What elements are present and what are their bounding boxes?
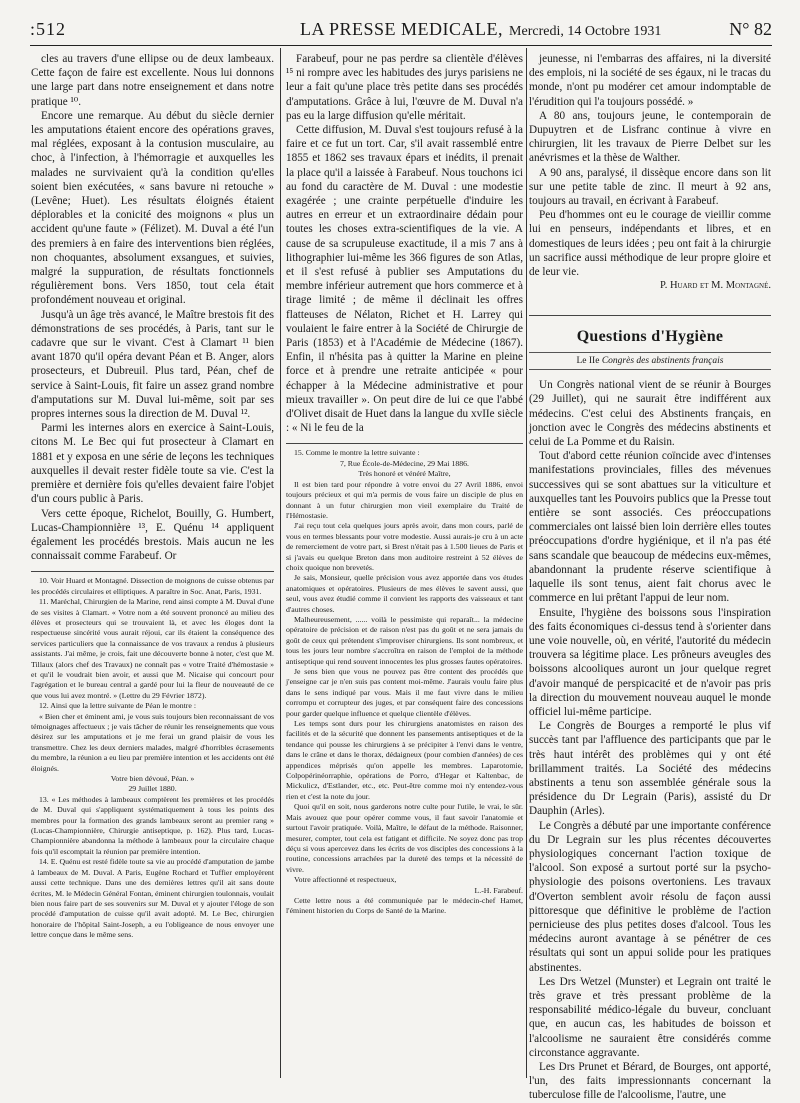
column-3 [529,52,771,1103]
issue-date: Mercredi, 14 Octobre 1931 [509,24,662,39]
column-1-body [31,52,274,563]
paragraph: Cette diffusion, M. Duval s'est toujours refusé à la faire et ce fut un tort. Car, s'il avait rassemblé entre 1855 et 1862 ses travaux épars et inédits, il prenait la place qu'il a laissée à Farabeuf. Nous touchons ici au fond du caractère de M. Duval : une modestie exagérée ; une crainte perpétuelle d'induire les autres en erreur et un extraordinaire dédain pour toutes les choses extra-scientifiques de la vie. A cause de sa scrupuleuse exactitude, il a mis 7 ans à lithographier lui-même les 366 figures de son Atlas, et il s'est refusé à publier ses Amputations du membre inférieur autrement que hors commerce et à tirage limité ; de même il déclinait les offres flatteuses de Nélaton, Richet et H. Larrey qui voulaient le faire entrer à la Société de Chirurgie de Paris (1853) et à l'Académie de Médecine (1867). Enfin, il n'hésita pas à quitter la Marine en pleine force et à prendre une retraite anticipée « pour échapper à la Médecine administrative et pour mieux travailler ». On peut dire de lui ce que l'abbé d'Olivet disait de Huet dans la langue du xvIIe siècle : « Ni le feu de la [286,124,523,435]
footnote: 14. E. Quénu est resté fidèle toute sa vie au procédé d'amputation de jambe à lambeaux de M. Duval. A Paris, Eugène Rochard et Tuffier employèrent aussi cette technique. Dans une des dernières lettres qu'il ait sans doute écrites, M. le Médecin Général Fontan, éminent chirurgien toulonnais, voulait bien nous faire part de ses souvenirs sur M. Duval et y ajouter l'éloge de son procédé d'amputation de cuisse qu'il avait adopté. M. Le Bec, chirurgien honoraire de l'hôpital Saint-Joseph, a eu l'obligeance de nous envoyer une lettre conçue dans le même sens. [31,857,275,940]
article-signature: P. Huard et M. Montagné. [660,280,771,292]
paragraph: cles au travers d'une ellipse ou de deux lambeaux. Cette façon de faire est excellente. Nous lui donnons une large part dans notre enseignement et dans notre pratique ¹⁰. [31,53,274,108]
letter-closing: Votre affectionné et respectueux, [294,875,397,885]
letter-paragraph: Il est bien tard pour répondre à votre envoi du 27 Avril 1886, envoi toujours précieux et qui m'a permis de vous faire un disciple de plus en donnant à un futur chirurgien mon vieil exemplaire du Traité de l'Hémostasie. [286,479,523,520]
letter-paragraph: Les temps sont durs pour les chirurgiens anatomistes en raison des facilités et de la sécurité que donnent les pansements antiseptiques et de la tendance qui pousse les chirurgiens à se précipiter à l'envi dans le ventre, dans le crâne et dans le thorax, dédaigneux (pour combien d'années) de ces appendices méprisés qu'on appelle les membres. Laparotomie, Colpopérinéorraphie, opérations de Porro, d'Hegar et Kaltenbac, de Mickulicz, d'Estlander, etc., etc. Peut-être comme moi n'y entendez-vous rien et c'est la note du jour. [286,719,523,801]
journal-name: LA PRESSE MEDICALE, [300,19,504,39]
paragraph: Peu d'hommes ont eu le courage de vieillir comme lui en penseurs, indépendants et libres, et en domestiques de leurs idées ; peu ont fait à la chirurgie un sacrifice aussi méthodique de leur propre gloire et de leur vie. [529,209,771,279]
paragraph: Parmi les internes alors en exercice à Saint-Louis, citons M. Le Bec qui fut prosecteur à Clamart en 1881 et y exposa en une série de leçons les techniques auxquelles il devait rester fidèle toute sa vie. C'est la première et dernière fois qu'elles devaient faire l'objet d'un cours public à Paris. [31,422,274,506]
paragraph: Un Congrès national vient de se réunir à Bourges (29 Juillet), qui ne saurait être indifférent aux médecins. C'est celui des Abstinents français, en jonction avec le Congrès des médecins abstinents et celui de La Pomme et du Raisin. [529,379,771,449]
paragraph: Tout d'abord cette réunion coïncide avec d'intenses manifestations provinciales, filles des mévenues successives qui se sont abattues sur la viticulture et auxquelles tant les Pouvoirs publics que la Presse tout entière se sont associés. Ces préoccupations commerciales ont laissé bien loin derrière elles toutes préoccupations d'ordre hygiénique, et il n'a pas été sans scandale que beaucoup de médecins eux-mêmes, abandonnant la prudente réserve scientifique à laquelle ils sont tenus, aient fait chorus avec le commerce en lui prêtant l'appui de leur nom. [529,450,771,605]
column-3-article [529,378,771,1102]
letter-paragraph: Malheureusement, ...... voilà le pessimiste qui reparaît... la médecine opératoire de précision et de raison n'est pas du goût et ne sera jamais du goût de ceux qui prétendent s'improviser chirurgiens. Ils sont nombreux, et tous les jours leur nombre s'accroîtra en raison de l'emploi de la méthode antiseptique qui rend souvent innocentes les plus grosses fautes opératoires. [286,614,523,666]
footnote-signature: Votre bien dévoué, Péan. » [110,774,195,784]
paragraph: Jusqu'à un âge très avancé, le Maître brestois fit des démonstrations de ses procédés, à Paris, tant sur le cadavre que sur le vivant. C'est à Clamart ¹¹ bien avant 1870 qu'il opéra devant Péan et B. Anger, alors prosecteurs, et Dubreuil. Plus tard, Péan, chef de service à Saint-Louis, fit faire un assez grand nombre d'amputations sur M. Duval lui-même, soit par ses propres internes sous la direction de M. Duval ¹². [31,308,274,421]
column-divider [280,48,281,1078]
issue-number: N° 82 [729,19,772,39]
paragraph: Encore une remarque. Au début du siècle dernier les amputations étaient encore des opérations graves, mal réglées, exposant à la contusion musculaire, au choc, à l'infection, à l'hémorragie et auxquelles les malades ne survivaient qu'à la condition qu'elles soient bien exécutées, « sans bavure ni retouche » (Levêne; Huet). Les résultats éloignés étaient déplorables et la conicité des moignons « plus un accident qu'une faute » (Félizet). M. Duval a été l'un des premiers à en faire des interventions bien réglées, non choquantes, absolument exsangues, et suivies, malgré la suppuration, de résultats fonctionnels régulièrement bons. Vers 1850, tout cela était profondément nouveau et original. [31,109,274,307]
header-rule [30,45,772,46]
paragraph: Le Congrès de Bourges a remporté le plus vif succès tant par l'affluence des participants que par le très haut intérêt des problèmes qui y ont été brillamment traités. La Société des médecins abstinents a tenu son assemblée générale sous la présidence du Dr Legrain (Paris), assisté du Dr Dauphin (Arles). [529,720,771,818]
subtitle-text: Congrès des abstinents français [601,356,724,367]
letter-signature: L.-H. Farabeuf. [474,885,523,895]
paragraph: Vers cette époque, Richelot, Bouilly, G. Humbert, Lucas-Championnière ¹³, E. Quénu ¹⁴ appliquent également les procédés brestois. Mais aucun ne les connaissait comme Farabeuf. Or [31,507,274,563]
paragraph: A 80 ans, toujours jeune, le contemporain de Dupuytren et de Lisfranc continue à vivre en chirurgien, lit les travaux de Pierre Delbet sur les anévrismes et la thèse de Walther. [529,109,771,165]
column-2-footnotes [286,443,523,916]
letter-paragraph: J'ai reçu tout cela quelques jours après avoir, dans mon cours, parlé de vous en termes blessants pour votre modestie. Aussi aurais-je cru à un acte de remerciement de votre part, si Brest n'était pas à 1.500 lieues de Paris et si j'avais eu quelque Breton dans mon auditoire restreint à 52 élèves de choix quoique non brevetés. [286,521,523,572]
footnote-date: 29 Juillet 1880. [128,784,177,794]
footnote: 12. Ainsi que la lettre suivante de Péan le montre : [39,701,196,711]
column-1 [31,52,274,941]
footnote: 11. Maréchal, Chirurgien de la Marine, rend ainsi compte à M. Duval d'une de ses visites à Clamart. « Votre nom a été souvent prononcé au milieu des élèves et prosecteurs qui se trouvaient là, et avec les éloges dont la respectueuse sincérité vous aurait réjoui, car ils étaient la conséquence des services particuliers que la connaissance de vos travaux a rendus à plusieurs assistants. J'ai même, je crois, fait une découverte bonne à noter, c'est que M. Tillaux (alors chef des Travaux) ne connaît pas « votre Traité d'hémostasie » et qu'il le voudrait bien avoir, et aussi que M. Nicaise qui concourt pour l'agrégation et le bureau central a gardé pour lui la fleur de nouveauté de ce que vous lui avez montré. » (Lettre du 29 Février 1872). [31,597,274,700]
header-title [300,19,661,40]
column-1-footnotes [31,571,274,940]
footnote: « Bien cher et éminent ami, je vous suis toujours bien reconnaissant de vos témoignages affectueux ; je vais tâcher de réunir les renseignements que vous désirez sur les amputations et je me ferai un grand plaisir de vous les transmettre. Chez les deux derniers malades, malgré d'horribles écrasements du membre, la réunion a eu lieu par première intention et les accidents ont été éloignés. [31,711,274,773]
page-number: :512 [30,19,67,39]
page-header [30,19,772,41]
letter-paragraph: Quoi qu'il en soit, nous garderons notre culte pour l'utile, le vrai, le sûr. Mais avouez que pour opérer comme vous, il faut savoir l'anatomie et surtout l'avoir pratiquée. Voilà, Maître, le défaut de la méthode. Raisonner, mesurer, compter, tout cela est fatigant et difficile. Ne soyez donc pas trop déçu si vous apercevez dans les écrits de vos disciples des concessions à la routine, concessions arrachées par la dureté des temps et la nécessité de vivre. [286,802,523,874]
footnote: Cette lettre nous a été communiquée par le médecin-chef Hamet, l'éminent historien du Corps de Santé de la Marine. [286,895,523,916]
letter-address: 7, Rue École-de-Médecine, 29 Mai 1886. [339,458,470,468]
letter-salutation: Très honoré et vénéré Maître, [358,469,451,479]
paragraph: Farabeuf, pour ne pas perdre sa clientèle d'élèves ¹⁵ ni rompre avec les habitudes des jurys parisiens ne leur a fait qu'une place très petite dans ses procédés d'amputations. Grâce à lui, l'œuvre de M. Duval n'a pas eu la large diffusion qu'elle méritait. [286,53,523,122]
footnote: 10. Voir Huard et Montagné. Dissection de moignons de cuisse obtenus par les procédés circulaires et elliptiques. A paraître in Soc. Anat, Paris, 1931. [31,576,274,596]
paragraph: jeunesse, ni l'embarras des affaires, ni la diversité des emplois, ni la société de ses égaux, ni le tracas du monde, n'ont pu modérer cet amour indomptable de l'érudition qui l'a toujours possédé. » [529,53,771,108]
letter-paragraph: Je sais, Monsieur, quelle précision vous avez apportée dans vos études anatomiques et opératoires. Plusieurs de mes élèves le savent aussi, que seul, vous avez étudié comme il convient les rapports des vaisseaux et tant d'autres choses. [286,573,523,614]
column-2-body [286,52,523,435]
section-title: Questions d'Hygiène [529,315,771,346]
article-subtitle [529,352,771,370]
column-3-body [529,52,771,279]
paragraph: Les Drs Wetzel (Munster) et Legrain ont traité le très grave et très pressant problème de la responsabilité médico-légale du buveur, concluant que, en aucun cas, les habitudes de boisson et l'alcoolisme ne sauraient être considérés comme circonstance aggravante. [529,975,771,1059]
letter-paragraph: Je sens bien que vous ne pouvez pas être content des procédés que j'enseigne car je n'en suis pas content moi-même. J'aurais voulu faire plus dans le sens indiqué par vous. Mais il me faut vivre dans le milieu corrompu et corrupteur des juges, et par conséquent faire des concessions pour garder quelque influence et quelque clientèle d'élèves. [286,667,523,718]
paragraph: Ensuite, l'hygiène des boissons sous l'inspiration des faits économiques ci-dessus tend à s'orienter dans une voie nouvelle, où, en vérité, l'autorité du médecin trouvera sa légitime place. Les prôneurs aveugles des boissons alcooliques auront un jour quelque regret d'avoir manqué de perspicacité et de n'avoir pas pris la direction du mouvement nouveau auquel le monde officiel lui-même participe. [529,606,771,718]
column-2 [286,52,523,917]
footnote: 15. Comme le montre la lettre suivante : [294,448,420,458]
column-divider [526,48,527,1078]
footnote: 13. « Les méthodes à lambeaux comptèrent les premières et les procédés de M. Duval qui s'appliquent systématiquement à tous les points des membres pour la formation des grands lambeaux seront au premier rang » (Lucas-Championnière, Chirurgie antiseptique, p. 162). Plus tard, Lucas-Championnière abandonna la méthode à lambeaux pour la circulaire chaque fois qu'il escomptait la réunion par première intention. [31,794,274,856]
paragraph: Les Drs Prunet et Bérard, de Bourges, ont apporté, l'un, des faits impressionnants concernant la tuberculose fille de l'alcoolisme, l'autre, une [529,1061,771,1102]
subtitle-ordinal: Le IIe [576,356,600,367]
paragraph: Le Congrès a débuté par une importante conférence du Dr Legrain sur les plus récentes découvertes physiologiques concernant l'action toxique de l'alcool. Son exposé a surtout porté sur la psycho-physiologie des poisons overtoniens. Les travaux d'Overton semblent avoir résolu de façon aussi pittoresque que définitive le problème de l'action pernicieuse des plus petites doses d'alcool. Tous les médecins auront avantage à se pénétrer de ces résultats qui sont un appui solide pour les pratiques abstinentes. [529,819,771,974]
paragraph: A 90 ans, paralysé, il dissèque encore dans son lit sur une petite table de zinc. Il meurt à 92 ans, toujours au travail, en écrivant à Farabeuf. [529,166,771,208]
